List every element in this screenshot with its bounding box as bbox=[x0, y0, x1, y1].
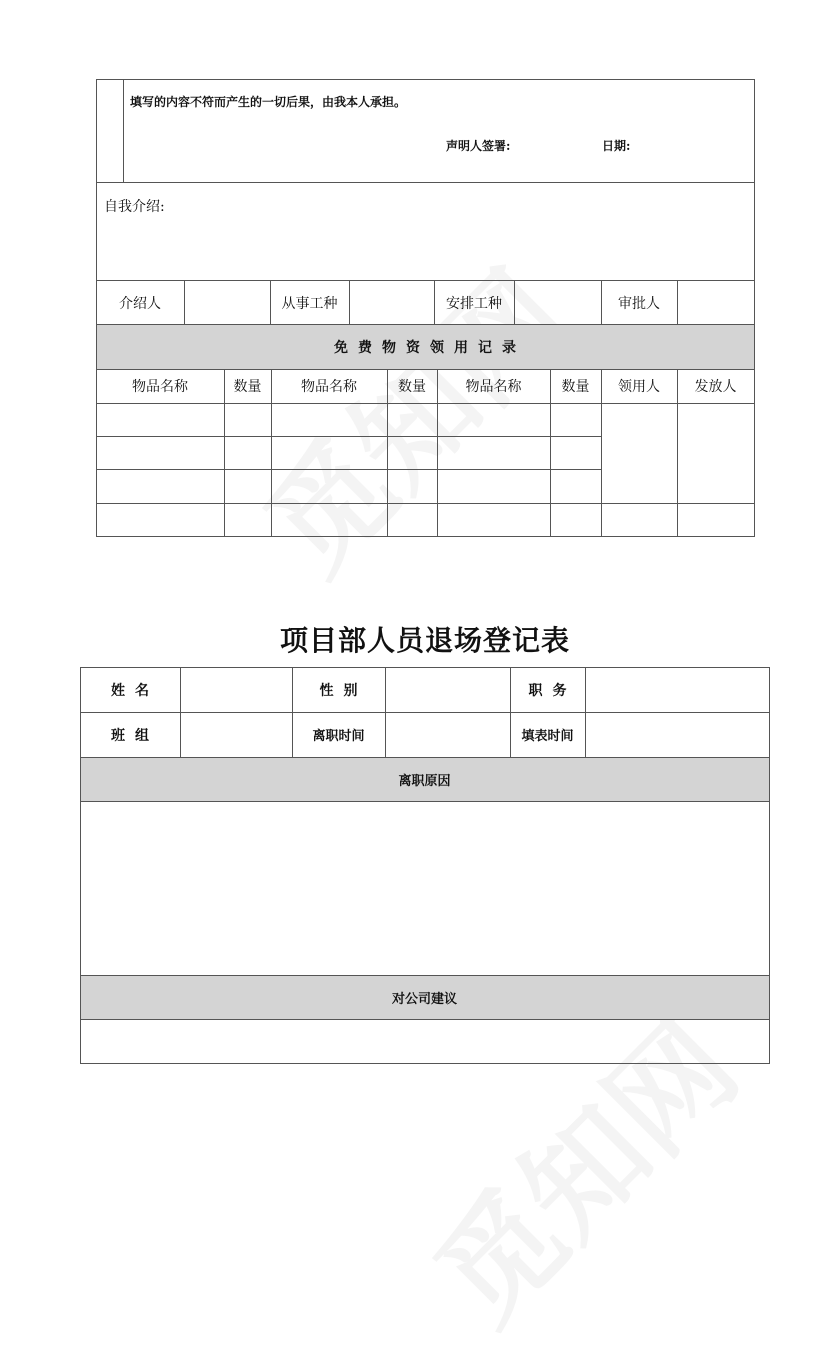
suggestion-header: 对公司建议 bbox=[391, 991, 457, 1007]
column-header: 物品名称 bbox=[301, 379, 357, 395]
declaration-text: 填写的内容不符而产生的一切后果，由我本人承担。 bbox=[130, 95, 407, 109]
gender-label: 性别 bbox=[319, 682, 368, 699]
assigned-job-label: 安排工种 bbox=[446, 295, 502, 312]
section-title-free-supplies: 免费物资领用记录 bbox=[334, 339, 526, 356]
date-label: 日期: bbox=[602, 139, 631, 153]
watermark-text-bottom bbox=[392, 978, 768, 1354]
column-header: 领用人 bbox=[618, 379, 660, 395]
approver-label: 审批人 bbox=[618, 295, 660, 312]
introducer-label: 介绍人 bbox=[119, 295, 161, 312]
column-header: 数量 bbox=[233, 379, 262, 395]
job-type-label: 从事工种 bbox=[281, 295, 338, 312]
column-header: 物品名称 bbox=[132, 379, 188, 395]
column-header: 数量 bbox=[561, 379, 590, 395]
team-label: 班组 bbox=[111, 727, 159, 744]
name-label: 姓名 bbox=[111, 682, 159, 699]
page-title: 项目部人员退场登记表 bbox=[279, 624, 570, 657]
reason-header: 离职原因 bbox=[398, 773, 451, 789]
column-header: 数量 bbox=[398, 379, 426, 395]
fill-time-label: 填表时间 bbox=[521, 729, 574, 744]
signature-label: 声明人签署: bbox=[446, 139, 511, 153]
self-intro-label: 自我介绍: bbox=[104, 199, 165, 215]
column-header: 物品名称 bbox=[465, 379, 522, 395]
position-label: 职务 bbox=[528, 682, 577, 699]
column-header: 发放人 bbox=[694, 379, 737, 395]
leave-time-label: 离职时间 bbox=[312, 729, 365, 744]
